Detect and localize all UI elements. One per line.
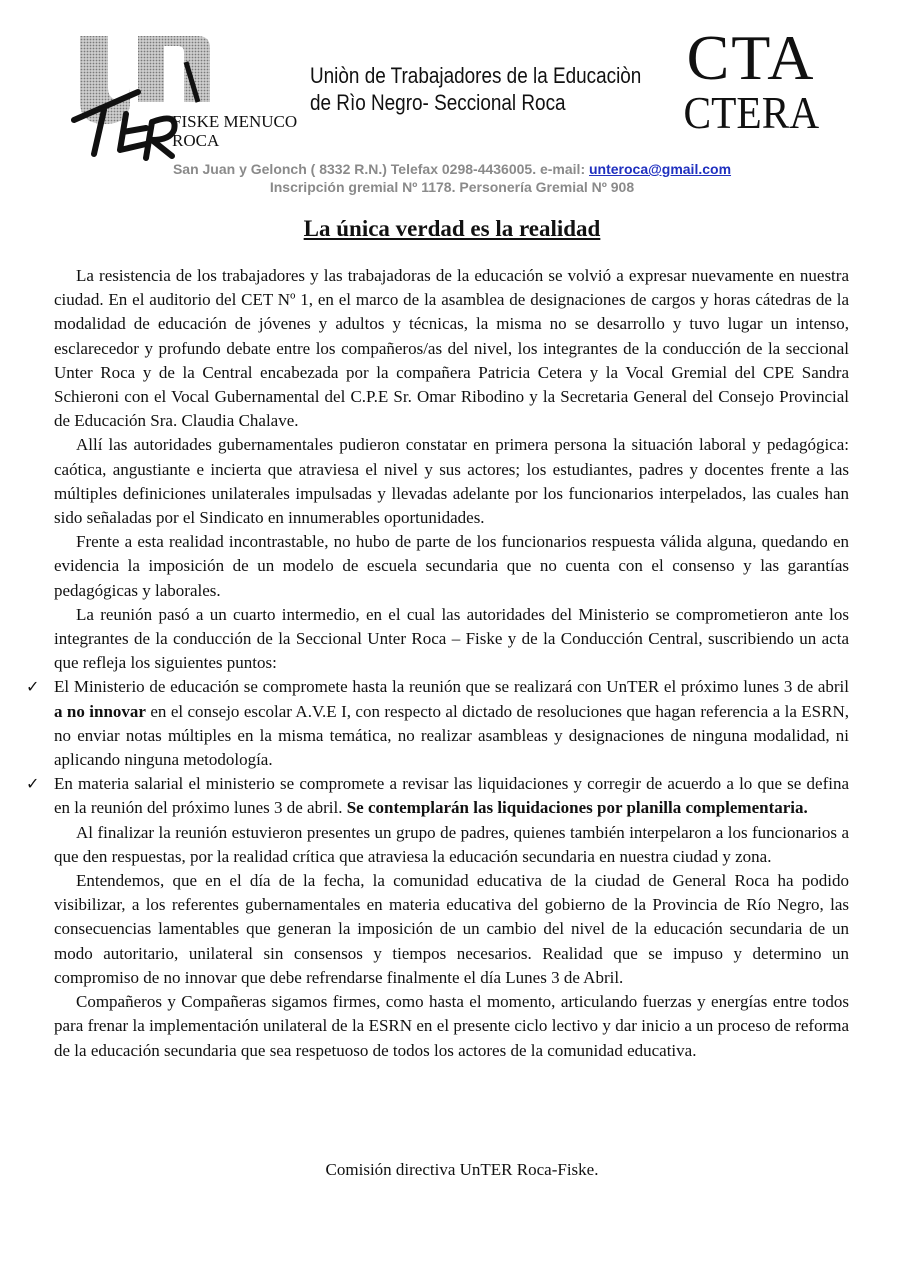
logo-subtitle-line2: ROCA bbox=[172, 131, 220, 150]
logo-subtitle-line1: FISKE MENUCO bbox=[172, 112, 298, 131]
bullet-bold-text: Se contemplarán las liquidaciones por planilla complementaria. bbox=[346, 798, 808, 818]
organization-name bbox=[310, 62, 641, 116]
paragraph: La resistencia de los trabajadores y las trabajadoras de la educación se volvió a expresar nuevamente en nuestra ciudad. En el auditorio del CET Nº 1, en el marco de la asamblea de designaciones de cargos y horas cátedras de la modalidad de educación de jóvenes y adultos y técnicas, la misma no se desarrollo y tuvo lugar un intenso, esclarecedor y profundo debate entre los compañeros/as del nivel, los integrantes de la conducción de la seccional Unter Roca y de la Central encabezada por la compañera Patricia Cetera y la Vocal Gremial del CPE Sandra Schieroni con el Vocal Gubernamental del C.P.E Sr. Omar Ribodino y la Secretaria General del Consejo Provincial de Educación Sra. Claudia Chalave. bbox=[54, 266, 849, 431]
org-name-line2: de Rìo Negro- Seccional Roca bbox=[310, 90, 566, 115]
document-title: La única verdad es la realidad bbox=[303, 216, 601, 241]
ctera-text: CTERA bbox=[683, 87, 820, 138]
bullet-text: El Ministerio de educación se compromete hasta la reunión que se realizará con UnTER el próximo lunes 3 de abril bbox=[54, 677, 849, 697]
paragraph: Al finalizar la reunión estuvieron presentes un grupo de padres, quienes también interpelaron a los funcionarios a que den respuestas, por la realidad crítica que atraviesa la educación secundaria en nuestra ciudad y zona. bbox=[54, 822, 849, 866]
unter-logo bbox=[68, 32, 298, 162]
document-body bbox=[26, 264, 849, 1063]
agreement-points bbox=[26, 675, 849, 820]
email-link[interactable]: unteroca@gmail.com bbox=[589, 161, 732, 177]
logo-subtitle bbox=[172, 112, 297, 150]
agreement-point bbox=[26, 772, 849, 820]
paragraph: Allí las autoridades gubernamentales pudieron constatar en primera persona la situación laboral y pedagógica: caótica, angustiante e incierta que atraviesa el nivel y sus actores; los estudiantes, padres y docentes frente a las múltiples definiciones unilaterales impulsadas y llevadas adelante por los funcionarios interpelados, las cuales han sido señaladas por el Sindicato en innumerables oportunidades. bbox=[54, 435, 849, 528]
agreement-point bbox=[26, 675, 849, 772]
contact-line bbox=[0, 160, 904, 178]
contact-info bbox=[0, 160, 904, 196]
paragraph: Compañeros y Compañeras sigamos firmes, como hasta el momento, articulando fuerzas y energías entre todos para frenar la implementación unilateral de la ESRN en el presente ciclo lectivo y dar inicio a un proceso de reforma de la educación secundaria que sea respetuoso de todos los actores de la comunidad educativa. bbox=[54, 992, 849, 1060]
check-icon: ✓ bbox=[26, 774, 40, 794]
signature: Comisión directiva UnTER Roca-Fiske. bbox=[325, 1160, 599, 1179]
paragraph: Frente a esta realidad incontrastable, no hubo de parte de los funcionarios respuesta válida alguna, quedando en evidencia la imposición de un modelo de escuela secundaria que no cuenta con el consenso y las garantías pedagógicas y laborales. bbox=[54, 532, 849, 600]
bullet-bold-text: a no innovar bbox=[54, 701, 146, 721]
paragraph: Entendemos, que en el día de la fecha, la comunidad educativa de la ciudad de General Roca ha podido visibilizar, a los referentes gubernamentales en materia educativa del gobierno de la Provincia de Río Negro, las consecuencias lamentables que generan la imposición de un cambio del nivel de la educación secundaria de un modo autoritario, unilateral sin consensos y tiempos necesarios. Realidad que se impuso y determino un compromiso de no innovar que debe refrendarse finalmente el día Lunes 3 de Abril. bbox=[54, 871, 849, 987]
bullet-text: En materia salarial el ministerio se compromete a revisar las liquidaciones y corregir de acuerdo a lo que se defina en la reunión del próximo lunes 3 de abril. bbox=[54, 774, 849, 818]
registration-line: Inscripción gremial Nº 1178. Personería Gremial Nº 908 bbox=[269, 179, 635, 195]
check-icon: ✓ bbox=[26, 677, 40, 697]
cta-text: CTA bbox=[686, 22, 816, 93]
paragraph: La reunión pasó a un cuarto intermedio, en el cual las autoridades del Ministerio se comprometieron ante los integrantes de la conducción de la Seccional Unter Roca – Fiske y de la Conducción Central, suscribiendo un acta que refleja los siguientes puntos: bbox=[54, 604, 849, 673]
org-name-line1: Uniòn de Trabajadores de la Educaciòn bbox=[310, 63, 642, 88]
contact-address: San Juan y Gelonch ( 8332 R.N.) Telefax 0298-4436005. e-mail: bbox=[172, 161, 589, 177]
cta-ctera-logo bbox=[676, 22, 826, 138]
bullet-text: en el consejo escolar A.V.E I, con respecto al dictado de resoluciones que hagan referencia a la ESRN, no enviar notas múltiples en la misma temática, no realizar asambleas y designaciones de ninguna modalidad, ni aplicando ninguna metodología. bbox=[54, 701, 849, 770]
